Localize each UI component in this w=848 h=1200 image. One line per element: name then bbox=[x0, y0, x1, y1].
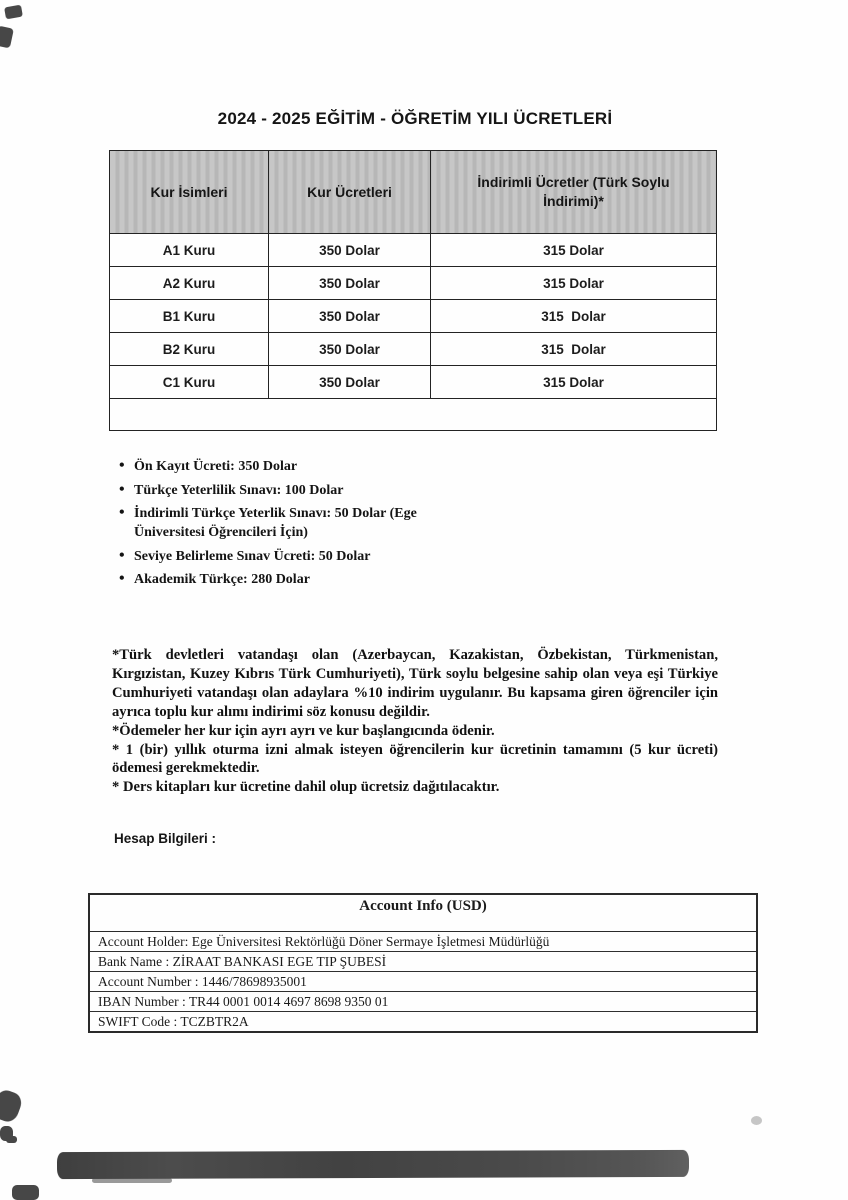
list-item: • Seviye Belirleme Sınav Ücreti: 50 Dolar bbox=[119, 547, 464, 566]
account-table-title: Account Info (USD) bbox=[89, 894, 757, 932]
course-name-cell: C1 Kuru bbox=[110, 366, 269, 399]
ink-redaction-bar bbox=[57, 1150, 689, 1179]
header-course-fees-label: Kur Ücretleri bbox=[307, 183, 392, 200]
ink-mark-top-left-2 bbox=[0, 26, 14, 49]
footnote-residence-permit: * 1 (bir) yıllık oturma izni almak isteyen öğrencilerin kur ücretinin tamamını (5 kur ücreti) ödemesi gerekmektedir. bbox=[112, 741, 718, 777]
table-row-b2 bbox=[110, 333, 717, 366]
header-course-fees bbox=[269, 151, 431, 234]
table-row-account-holder bbox=[89, 932, 757, 952]
table-row-a1 bbox=[110, 234, 717, 267]
course-fee-cell: 350 Dolar bbox=[269, 234, 431, 267]
course-fee-cell: 350 Dolar bbox=[269, 366, 431, 399]
ink-mark-bottom-left-1 bbox=[0, 1087, 24, 1124]
course-name-cell: A1 Kuru bbox=[110, 234, 269, 267]
course-name-cell: A2 Kuru bbox=[110, 267, 269, 300]
footnote-discount-policy: *Türk devletleri vatandaşı olan (Azerbaycan, Kazakistan, Özbekistan, Türkmenistan, Kırgızistan, Kuzey Kıbrıs Türk Cumhuriyeti), Türk soylu belgesine sahip olan veya eşi Türkiye Cumhuriyeti vatandaşı olan adaylara %10 indirim uygulanır. Bu kapsama giren öğrenciler için ayrıca toplu kur alımı indirimi söz konusu değildir. bbox=[112, 647, 718, 720]
fees-table-header-row bbox=[110, 151, 717, 234]
ink-mark-bottom-left-4 bbox=[6, 1136, 17, 1143]
table-row-b1 bbox=[110, 300, 717, 333]
table-row-account-number bbox=[89, 972, 757, 992]
discounted-fee-cell: 315 Dolar bbox=[431, 300, 717, 333]
list-item: • İndirimli Türkçe Yeterlik Sınavı: 50 Dolar (Ege Üniversitesi Öğrencileri İçin) bbox=[119, 504, 464, 542]
table-row-a2 bbox=[110, 267, 717, 300]
account-info-heading: Hesap Bilgileri : bbox=[114, 831, 217, 846]
header-course-names-label: Kur İsimleri bbox=[150, 183, 228, 200]
course-fee-cell: 350 Dolar bbox=[269, 300, 431, 333]
header-discounted-fees bbox=[431, 151, 717, 234]
footnotes-block bbox=[112, 646, 718, 797]
header-course-names bbox=[110, 151, 269, 234]
discounted-fee-cell: 315 Dolar bbox=[431, 234, 717, 267]
account-table-title-row bbox=[89, 894, 757, 932]
fees-table bbox=[109, 150, 717, 431]
account-holder-cell: Account Holder: Ege Üniversitesi Rektörlüğü Döner Sermaye İşletmesi Müdürlüğü bbox=[89, 932, 757, 952]
account-info-table bbox=[88, 893, 758, 1033]
footnote-textbooks: * Ders kitapları kur ücretine dahil olup ücretsiz dağıtılacaktır. bbox=[112, 779, 500, 796]
document-title: 2024 - 2025 EĞİTİM - ÖĞRETİM YILI ÜCRETLERİ bbox=[217, 109, 613, 128]
table-row-empty bbox=[110, 399, 717, 431]
header-discounted-fees-label: İndirimli Ücretler (Türk Soylu İndirimi)* bbox=[477, 174, 670, 209]
discounted-fee-cell: 315 Dolar bbox=[431, 366, 717, 399]
swift-code-cell: SWIFT Code : TCZBTR2A bbox=[98, 1014, 249, 1029]
course-fee-cell: 350 Dolar bbox=[269, 333, 431, 366]
discounted-fee-cell: 315 Dolar bbox=[431, 333, 717, 366]
empty-merged-cell bbox=[110, 399, 717, 431]
table-row-iban bbox=[89, 992, 757, 1012]
table-row-c1 bbox=[110, 366, 717, 399]
footnote-payment-policy: *Ödemeler her kur için ayrı ayrı ve kur başlangıcında ödenir. bbox=[112, 722, 495, 739]
discounted-fee-cell: 315 Dolar bbox=[431, 267, 717, 300]
ink-mark-top-left-1 bbox=[4, 5, 23, 20]
ink-smudge-below-bar bbox=[92, 1178, 172, 1183]
course-fee-cell: 350 Dolar bbox=[269, 267, 431, 300]
table-row-bank-name bbox=[89, 952, 757, 972]
list-item: • Akademik Türkçe: 280 Dolar bbox=[119, 570, 464, 589]
course-name-cell: B1 Kuru bbox=[110, 300, 269, 333]
fee-bullet-list bbox=[119, 457, 539, 594]
list-item: • Türkçe Yeterlilik Sınavı: 100 Dolar bbox=[119, 481, 464, 500]
course-name-cell: B2 Kuru bbox=[110, 333, 269, 366]
list-item: • Ön Kayıt Ücreti: 350 Dolar bbox=[119, 457, 464, 476]
ink-dot-bottom-right bbox=[751, 1116, 762, 1125]
iban-number-cell: IBAN Number : TR44 0001 0014 4697 8698 9350 01 bbox=[89, 992, 757, 1012]
bank-name-cell: Bank Name : ZİRAAT BANKASI EGE TIP ŞUBESİ bbox=[89, 952, 757, 972]
ink-mark-bottom-left-3 bbox=[12, 1185, 39, 1200]
account-number-cell: Account Number : 1446/78698935001 bbox=[89, 972, 757, 992]
table-row-swift bbox=[89, 1012, 757, 1033]
